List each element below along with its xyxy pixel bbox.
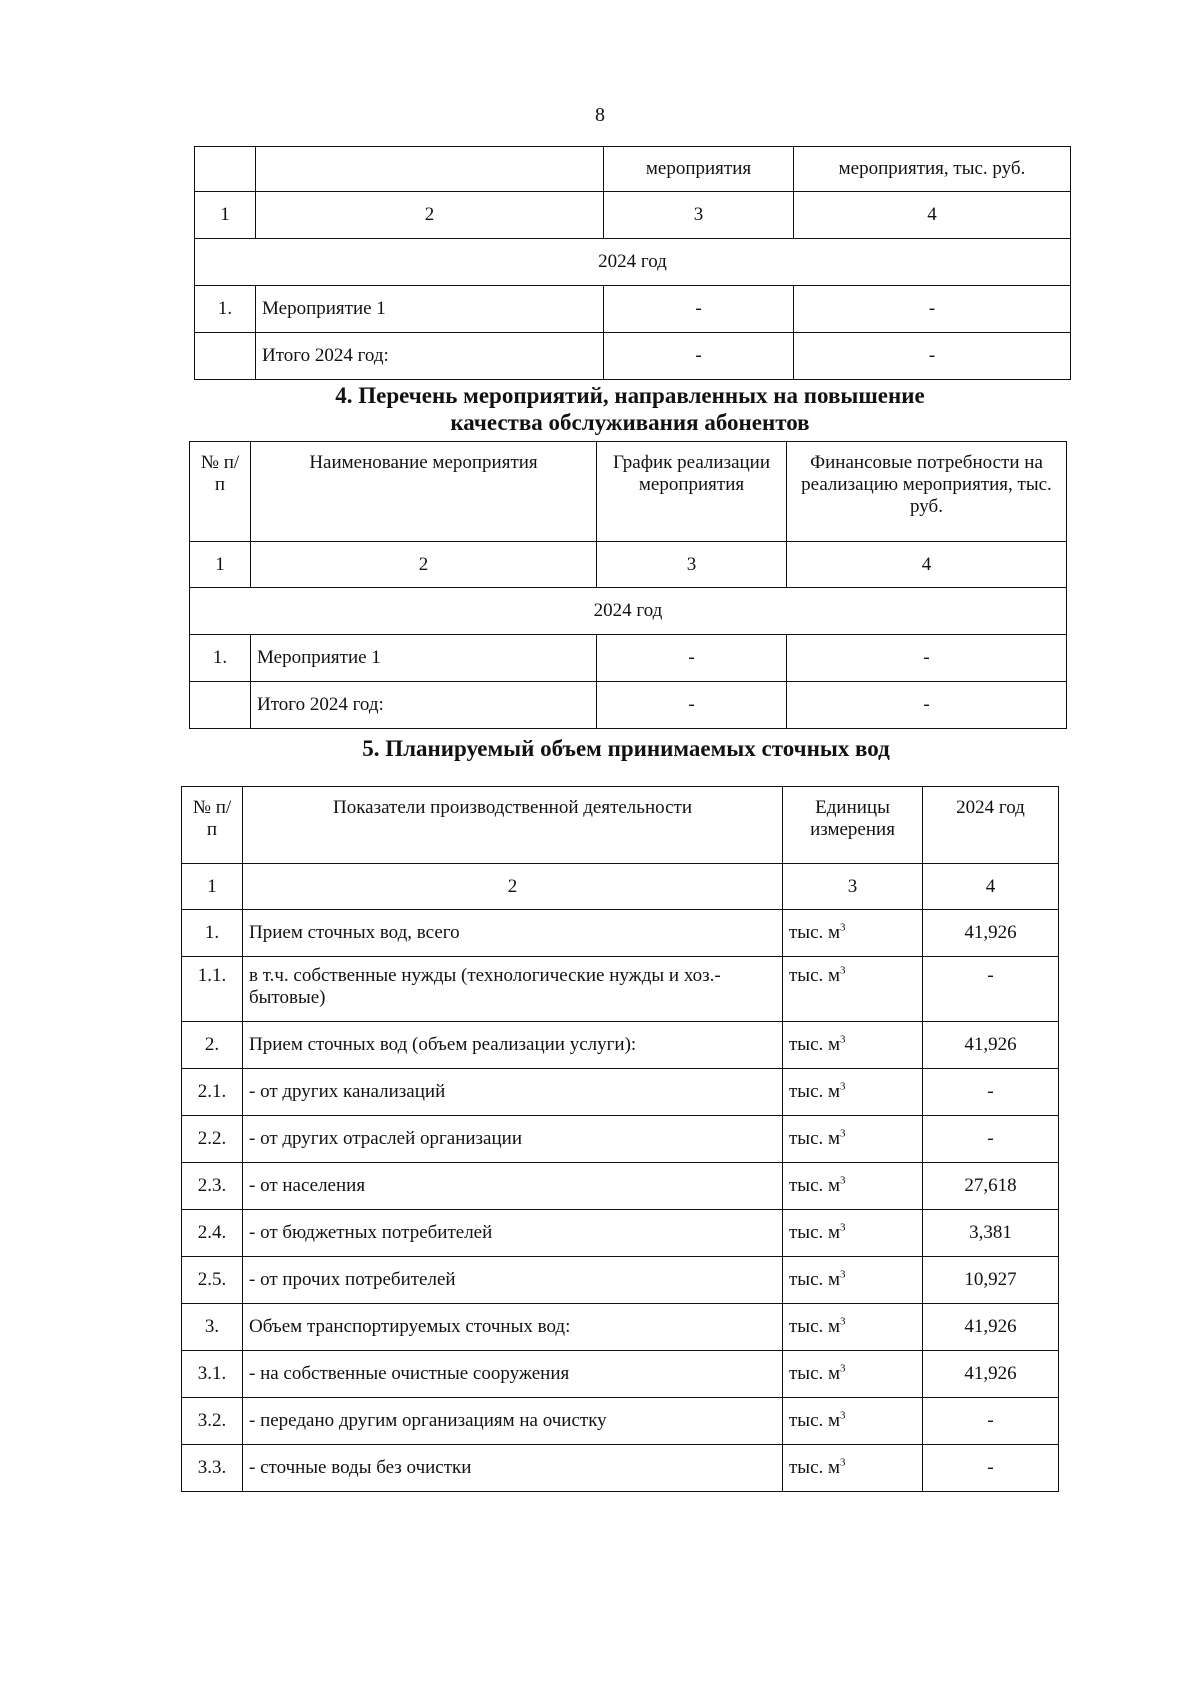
row-unit (783, 1163, 923, 1210)
unit-base: тыс. м (789, 1269, 841, 1290)
row-name: Итого 2024 год: (256, 333, 604, 380)
unit-base: тыс. м (789, 1034, 841, 1055)
row-indicator: - от других канализаций (243, 1069, 783, 1116)
unit-exponent: 3 (840, 1456, 846, 1469)
col-number: 3 (604, 192, 794, 239)
row-unit (783, 1116, 923, 1163)
header-cell-schedule: мероприятия (604, 147, 794, 192)
year-row (190, 588, 1067, 635)
row-indicator: в т.ч. собственные нужды (технологические нужды и хоз.-бытовые) (243, 957, 783, 1022)
col-number: 3 (597, 542, 787, 588)
unit-exponent: 3 (840, 1362, 846, 1375)
row-num: 2.2. (182, 1116, 243, 1163)
table-row (182, 1398, 1059, 1445)
unit-base: тыс. м (789, 922, 841, 943)
row-unit (783, 1210, 923, 1257)
unit-exponent: 3 (840, 1127, 846, 1140)
table-section5-body (182, 910, 1059, 1492)
row-finance: - (787, 682, 1067, 729)
row-value: - (923, 1069, 1059, 1116)
table-header-row (182, 787, 1059, 864)
table-row (182, 1163, 1059, 1210)
row-num: 3.1. (182, 1351, 243, 1398)
header-cell-num (195, 147, 256, 192)
unit-base: тыс. м (789, 1222, 841, 1243)
row-value: - (923, 1445, 1059, 1492)
row-num: 2.5. (182, 1257, 243, 1304)
header-cell-year: 2024 год (923, 787, 1059, 864)
header-cell-finance: мероприятия, тыс. руб. (794, 147, 1071, 192)
table-row (182, 1351, 1059, 1398)
row-num (195, 333, 256, 380)
unit-base: тыс. м (789, 965, 841, 986)
page-number: 8 (595, 104, 605, 126)
row-value: 41,926 (923, 910, 1059, 957)
row-finance: - (794, 333, 1071, 380)
col-number: 2 (251, 542, 597, 588)
unit-exponent: 3 (840, 1221, 846, 1234)
col-number: 1 (195, 192, 256, 239)
row-unit (783, 1445, 923, 1492)
table-row (182, 910, 1059, 957)
column-number-row (182, 864, 1059, 910)
row-unit (783, 1257, 923, 1304)
section4-title-line2: качества обслуживания абонентов (450, 410, 810, 435)
row-indicator: - от населения (243, 1163, 783, 1210)
unit-exponent: 3 (840, 964, 846, 977)
col-number: 1 (190, 542, 251, 588)
row-indicator: - сточные воды без очистки (243, 1445, 783, 1492)
table-row (182, 1022, 1059, 1069)
header-cell-num: № п/п (190, 442, 251, 542)
row-indicator: Прием сточных вод, всего (243, 910, 783, 957)
row-value: - (923, 1116, 1059, 1163)
row-unit (783, 1304, 923, 1351)
unit-base: тыс. м (789, 1410, 841, 1431)
row-num: 2.4. (182, 1210, 243, 1257)
table-row (182, 1304, 1059, 1351)
unit-base: тыс. м (789, 1128, 841, 1149)
header-cell-finance: Финансовые потребности на реализацию мероприятия, тыс. руб. (787, 442, 1067, 542)
row-num (190, 682, 251, 729)
row-name: Мероприятие 1 (251, 635, 597, 682)
unit-base: тыс. м (789, 1316, 841, 1337)
unit-exponent: 3 (840, 1268, 846, 1281)
col-number: 2 (243, 864, 783, 910)
table-header-row (195, 147, 1071, 192)
section5-heading: 5. Планируемый объем принимаемых сточных вод (362, 736, 890, 761)
column-number-row (190, 542, 1067, 588)
row-value: 41,926 (923, 1351, 1059, 1398)
section4-title-line1: 4. Перечень мероприятий, направленных на повышение (335, 383, 925, 408)
table-section4 (189, 441, 1067, 729)
year-label: 2024 год (195, 239, 1071, 286)
row-indicator: - от других отраслей организации (243, 1116, 783, 1163)
table-row (190, 635, 1067, 682)
header-cell-unit: Единицы измерения (783, 787, 923, 864)
row-finance: - (794, 286, 1071, 333)
row-value: - (923, 1398, 1059, 1445)
row-unit (783, 1022, 923, 1069)
col-number: 4 (794, 192, 1071, 239)
row-num: 1.1. (182, 957, 243, 1022)
row-indicator: - на собственные очистные сооружения (243, 1351, 783, 1398)
row-value: 3,381 (923, 1210, 1059, 1257)
row-schedule: - (597, 635, 787, 682)
row-num: 1. (182, 910, 243, 957)
year-label: 2024 год (190, 588, 1067, 635)
row-name: Итого 2024 год: (251, 682, 597, 729)
unit-base: тыс. м (789, 1081, 841, 1102)
header-cell-name (256, 147, 604, 192)
table-row (182, 1069, 1059, 1116)
row-num: 1. (195, 286, 256, 333)
row-indicator: - от бюджетных потребителей (243, 1210, 783, 1257)
year-row (195, 239, 1071, 286)
col-number: 4 (787, 542, 1067, 588)
table-row (182, 957, 1059, 1022)
section4-heading (0, 382, 1200, 436)
table-row (195, 286, 1071, 333)
row-value: 10,927 (923, 1257, 1059, 1304)
header-cell-name: Наименование мероприятия (251, 442, 597, 542)
table-section5 (181, 786, 1059, 1492)
unit-base: тыс. м (789, 1175, 841, 1196)
row-schedule: - (604, 333, 794, 380)
unit-exponent: 3 (840, 1033, 846, 1046)
unit-exponent: 3 (840, 1315, 846, 1328)
table-row (182, 1210, 1059, 1257)
row-num: 3. (182, 1304, 243, 1351)
unit-base: тыс. м (789, 1457, 841, 1478)
row-unit (783, 1351, 923, 1398)
row-num: 1. (190, 635, 251, 682)
col-number: 1 (182, 864, 243, 910)
table-section3-continuation (194, 146, 1071, 380)
row-finance: - (787, 635, 1067, 682)
col-number: 4 (923, 864, 1059, 910)
row-unit (783, 910, 923, 957)
col-number: 3 (783, 864, 923, 910)
row-indicator: Объем транспортируемых сточных вод: (243, 1304, 783, 1351)
unit-base: тыс. м (789, 1363, 841, 1384)
row-num: 3.3. (182, 1445, 243, 1492)
column-number-row (195, 192, 1071, 239)
row-indicator: Прием сточных вод (объем реализации услуги): (243, 1022, 783, 1069)
table-header-row (190, 442, 1067, 542)
row-indicator: - передано другим организациям на очистку (243, 1398, 783, 1445)
table-row (190, 682, 1067, 729)
row-num: 2.1. (182, 1069, 243, 1116)
row-value: 27,618 (923, 1163, 1059, 1210)
row-schedule: - (597, 682, 787, 729)
row-value: - (923, 957, 1059, 1022)
header-cell-schedule: График реализации мероприятия (597, 442, 787, 542)
unit-exponent: 3 (840, 1174, 846, 1187)
table-row (182, 1257, 1059, 1304)
row-value: 41,926 (923, 1304, 1059, 1351)
row-name: Мероприятие 1 (256, 286, 604, 333)
row-value: 41,926 (923, 1022, 1059, 1069)
row-schedule: - (604, 286, 794, 333)
header-cell-indicator: Показатели производственной деятельности (243, 787, 783, 864)
row-num: 3.2. (182, 1398, 243, 1445)
row-num: 2.3. (182, 1163, 243, 1210)
unit-exponent: 3 (840, 921, 846, 934)
table-row (195, 333, 1071, 380)
row-num: 2. (182, 1022, 243, 1069)
row-unit (783, 957, 923, 1022)
col-number: 2 (256, 192, 604, 239)
row-indicator: - от прочих потребителей (243, 1257, 783, 1304)
row-unit (783, 1398, 923, 1445)
unit-exponent: 3 (840, 1080, 846, 1093)
header-cell-num: № п/п (182, 787, 243, 864)
row-unit (783, 1069, 923, 1116)
unit-exponent: 3 (840, 1409, 846, 1422)
table-row (182, 1445, 1059, 1492)
table-row (182, 1116, 1059, 1163)
